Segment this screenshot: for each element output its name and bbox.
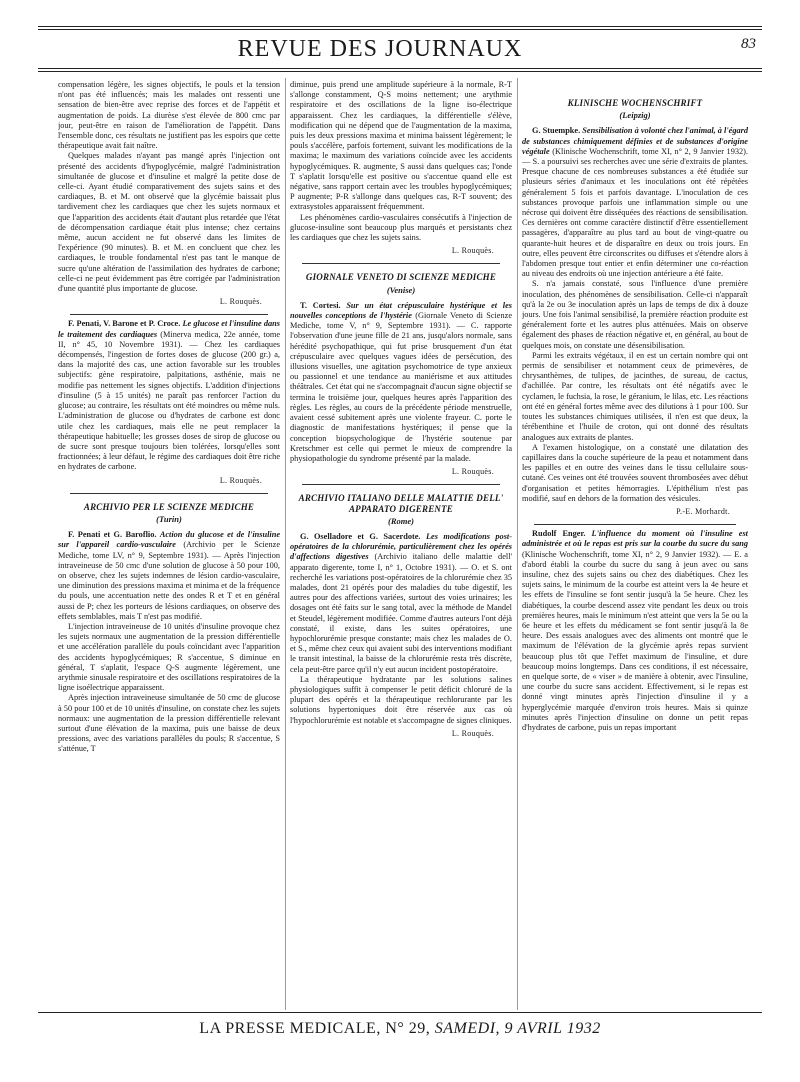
article-body: (Archivio italiano delle malattie dell' apparato digerente, tome I, n° 1, Octobre 1931). — O. et S. ont recherché les variations post-opératoires de la chlorurémie chez 35 malades, dont 21 opérés pour des maladies du tube digestif, les autres pour des affections variées, surtout des voies urinaires; les dosages ont été faits sur le sang total, avec la méthode de Mandel et Steudel, légèrement modifiée. Comme d'autres auteurs l'ont déjà constaté, il existe, dans les suites opératoires, une hypochlorurémie presque constante; mais chez les malades de O. et S., même chez ceux qui avaient subi des interventions modifiant le transit intestinal, la baisse de la chlorurémie resta très discrète, cela peut-être parce qu'il n'y eut aucun incident postopératoire. <box>290 552 512 674</box>
article-penati-baroflio <box>58 530 280 622</box>
paragraph: Parmi les extraits végétaux, il en est un certain nombre qui ont permis de sensibiliser et notamment ceux de primevères, de chrysanthèmes, de tulipes, de jacinthes, de sureau, de cactus, d'achillée. Par contre, les résultats ont été négatifs avec le cyclamen, le fuchsia, la rose, le géranium, le lilas, etc. Les réactions ont été en général fortes même avec des dilutions à 1 pour 100. Sur toutes les substances chimiques utilisées, il n'en est que deux, la térébenthine et l'huile de croton, qui ont donné des résultats analogues aux extraits de plantes. <box>522 350 748 442</box>
article-title: Action du glucose et de l'insuline sur l'appareil cardio-vasculaire <box>58 530 280 550</box>
article-cortesi <box>290 301 512 464</box>
page-number: 83 <box>741 36 756 52</box>
header-rule-bottom-2 <box>38 71 762 72</box>
paragraph: A l'examen histologique, on a constaté une dilatation des capillaires dans la couche supérieure de la peau et notamment dans les papilles et en outre des veines dans le tissu cellulaire sous-cutané. Ces veines ont été trouvées souvent thrombosées avec début d'organisation et petites hémorragies. L'épithélium n'est pas modifié, sauf en dehors de la formation des vésicules. <box>522 442 748 503</box>
article-authors: F. Penati et G. Baroflio. <box>68 530 157 540</box>
article-body: (Klinische Wochenschrift, tome XI, n° 2, 9 Janvier 1932). — E. a d'abord établi la courbe du sucre du sang à jeun avec ou sans insuline, chez des sujets sains ou chez des diabétiques. Chez les sujets sains, le minimum de la courbe est atteint vers la 4e heure et les effets de l'insuline se font sentir jusqu'à la 5e heure. Chez les diabétiques, la courbe descend assez vite pendant les deux ou trois premières heures, mais le minimum n'est atteint que vers la 5e ou la 6e heure et les effets du médicament se font sentir jusqu'à la 8e heure. Des essais analogues avec des aliments ont montré que le maximum de l'élévation de la glycémie après repas survient beaucoup plus tôt que l'effet maximum de l'insuline, et dure beaucoup moins longtemps. Dans ces conditions, il est nécessaire, en quelque sorte, de « viser » de manière à obtenir, avec l'insuline, une courbe du sucre sans accident. Effectivement, si le repas est donné vingt minutes après l'injection d'insuline il y a hyperglycémie marquée d'environ trois heures. Mais si quinze minutes après l'injection d'insuline on donne un petit repas d'hydrates de carbone, puis un repas important <box>522 549 748 732</box>
article-separator <box>70 314 268 315</box>
article-title: Le glucose et l'insuline dans le traitement des cardiaques <box>58 319 280 339</box>
article-body: (Minerva medica, 22e année, tome II, n° 45, 10 Novembre 1931). — Chez les cardiaques décompensés, l'ingestion de fortes doses de glucose (200 gr.) a, dans la majorité des cas, une action favorable sur les troubles subjectifs: gène respiratoire, palpitations, asthénie, mais ne modifie pas nettement les signes objectifs. L'addition d'injections d'insuline (5 à 15 unités) ne paraît pas renforcer l'action du glucose; au contraire, les résultats ont été moindres ou même nuls. L'administration de glucose ou d'hydrates de carbone est donc utile chez les cardiaques, mais elle ne peut remplacer la thérapeutique habituelle; les grosses doses de sirop de glucose ou de sucre sont presque toujours bien tolérées, lorsqu'elles sont fractionnées; à leur défaut, le régime des cardiaques doit être riche en hydrates de carbone. <box>58 329 280 472</box>
article-body: (Klinische Wochenschrift, tome XI, n° 2, 9 Janvier 1932). — S. a poursuivi ses recherches avec une série d'extraits de plantes. Presque chacune de ces nombreuses substances a été étudiée sur plusieurs séries d'animaux et les inoculations ont été répétées généralement 5 fois et parfois davantage. L'inoculation de ces substances provoque parfois une inflammation simple ou une nécrose qui doivent être disséquées des réactions de sensibilisation. Ces dernières ont comme caractère distinctif d'être essentiellement passagères, d'apparaître au plus tard au bout de vingt-quatre ou quarante-huit heures et de disparaître en deux ou trois jours. En outre, elles peuvent être circonscrites ou diffuses et s'étendre alors à l'abdomen presque tout entier et enfin déterminer une co-réaction au niveau des endroits où une injection antérieure a été faite. <box>522 146 748 279</box>
footer-publication: LA PRESSE MEDICALE, N° 29, <box>199 1020 431 1037</box>
journal-city: (Leipzig) <box>619 110 651 121</box>
journal-heading: GIORNALE VENETO DI SCIENZE MEDICHE <box>305 272 497 283</box>
article-title: Sur un état crépusculaire hystérique et les nouvelles conceptions de l'hystérie <box>290 300 512 321</box>
article-body: (Giornale Veneto di Scienze Mediche, tome V, n° 9, Septembre 1931). — C. rapporte l'observation d'une jeune fille de 21 ans, jusqu'alors normale, sans hérédité psychopathique, qui fut prise brusquement d'un état crépusculaire avec quelques vagues idées de persécution, des illusions visuelles, une agitation psychomotrice de type anxieux ou passionnel et une tendance au maniérisme et aux attitudes théâtrales. Cet état qui ne s'accompagnait d'aucun signe objectif se termina le troisième jour, quelques heures après l'apparition des règles. Les règles, au cours de la précédente période menstruelle, avaient cessé subitement après une violente frayeur. C. porte le diagnostic de manifestations hystériques; il pense que la conception biopsychologique de l'hystérie soutenue par Kretschmer est celle qui permet le mieux de comprendre la physiopathologie du syndrome présenté par la malade. <box>290 311 512 463</box>
article-authors: T. Cortesi. <box>300 300 341 310</box>
journal-separator <box>302 263 500 264</box>
paragraph: compensation légère, les signes objectifs, le pouls et la tension n'ont pas été influencés; mais les malades ont ressenti une sensation de bien-être avec reprise des forces et de l'appétit et augmentation de poids. La diurèse s'est élevée de 800 cmc par jour, peut-être en raison de l'amélioration de l'appétit. Dans l'ensemble donc, ces résultats ne justifient pas les espoirs que cette thérapeutique avait fait naître. <box>58 80 280 151</box>
author-signature: L. Rouquès. <box>451 728 494 738</box>
author-signature: L. Rouquès. <box>451 467 494 477</box>
header-rule-top <box>38 26 762 27</box>
paragraph: Après injection intraveineuse simultanée de 50 cmc de glucose à 50 pour 100 et de 10 unités d'insuline, on constate chez les sujets normaux: une augmentation de la pression différentielle relevant surtout d'une élévation de la maxima, puis une baisse de deux pressions, avec des variations parallèles du pouls; R s'accentue, S s'atténue, T <box>58 693 280 754</box>
paragraph: Les phénomènes cardio-vasculaires consécutifs à l'injection de glucose-insuline sont beaucoup plus marqués et persistants chez les cardiaques que chez les sujets sains. <box>290 212 512 243</box>
article-oselladore-sacerdote <box>290 532 512 675</box>
article-title: L'influence du moment où l'insuline est administrée et où le repas est pris sur la courbe du sucre du sang <box>522 529 748 549</box>
article-body: (Archivio per le Scienze Mediche, tome LV, n° 9, Septembre 1931). — Après l'injection intraveineuse de 50 cmc d'une solution de glucose à 50 pour 100, on observe, chez les sujets indemnes de lésion cardio-vasculaire, une diminution des pressions maxima et minima et de la fréquence du pouls, une accentuation nette des ondes R et T et en général aussi de P; chez les porteurs de lésions cardiaques, on observe des effets semblables, mais T n'est pas modifié. <box>58 540 280 621</box>
page-footer <box>0 1020 800 1038</box>
column-1 <box>58 80 280 1005</box>
column-divider-1 <box>285 78 286 1010</box>
article-title: Les modifications post-opératoires de la chlorurémie, particulièrement chez les opérés d'affections digestives <box>290 531 512 562</box>
journal-heading: ARCHIVIO ITALIANO DELLE MALATTIE DELL' APPARATO DIGERENTE <box>298 493 504 514</box>
article-penati-barone-croce <box>58 319 280 472</box>
journal-separator <box>70 493 268 494</box>
header-rule-bottom <box>38 68 762 69</box>
article-stuempke <box>522 126 748 279</box>
paragraph: diminue, puis prend une amplitude supérieure à la normale, R-T s'allonge constamment, Q-S moins nettement; une arythmie respiratoire et des oscillations de la ligne iso-électrique apparaissent. Chez les cardiaques, la différentielle s'élève, modification qui ne dépend que de l'augmentation de la maxima, puis les deux pressions maxima et minima baissent légèrement; le pouls s'accélère, parfois fortement, suivant les modifications de la maxima; le maximum des variations coïncide avec les accidents hypoglycémiques. R. augmente, S aussi dans quelques cas; l'onde T s'aplatit lorsqu'elle est positive ou s'accentue quand elle est négative, sans rapport certain avec les troubles hypoglycémiques; P augmente; P-R s'allonge dans quelques cas, R-T souvent; des extrasystoles apparaissent fréquemment. <box>290 80 512 212</box>
paragraph: L'injection intraveineuse de 10 unités d'insuline provoque chez les sujets normaux une augmentation de la pression différentielle et une accélération parallèle du pouls coïncidant avec l'apparition des accidents hypoglycémiques; R s'accentue, S diminue en général, T s'aplatit, l'espace Q-S augmente légèrement, une arythmie sinusale respiratoire et des oscillations respiratoires de la ligne isoélectrique apparaissent. <box>58 621 280 693</box>
article-separator <box>534 524 736 525</box>
journal-city: (Turin) <box>156 513 182 524</box>
footer-date: SAMEDI, 9 AVRIL 1932 <box>434 1020 601 1037</box>
paragraph: Quelques malades n'ayant pas mangé après l'injection ont présenté des accidents d'hypoglycémie, malgré l'administration simultanée de glucose et d'insuline et malgré la petite dose de celle-ci. Ayant étudié comparativement des sujets sains et des cardiaques, B. et M. ont observé que la glycémie baissait plus tardivement chez les cardiaques que chez les sujets normaux et que l'apparition des accidents était d'autant plus retardée que l'état de décompensation cardiaque était plus intense; chez certains même, aucun accident ne fut observé dans les limites de l'expérience (90 minutes). B. et M. en concluent que chez les cardiaques, le trouble fondamental n'est pas tant le manque de sucre qu'une altération de l'assimilation des hydrates de carbone; celle-ci ne peut évidemment pas être corrigée par l'administration d'une quantité plus importante de glucose. <box>58 151 280 294</box>
footer-rule <box>38 1012 762 1013</box>
journal-city: (Rome) <box>388 515 414 526</box>
journal-heading: ARCHIVIO PER LE SCIENZE MEDICHE <box>83 501 255 512</box>
author-signature: L. Rouquès. <box>219 297 262 307</box>
article-title: Sensibilisation à volonté chez l'animal, à l'égard de substances chimiquement définies et de substances d'origine végétale <box>522 126 748 156</box>
paragraph: S. n'a jamais constaté, sous l'influence d'une première inoculation, des phénomènes de sensibilisation. Celle-ci n'apparaît qu'à la 2e ou 3e inoculation après un laps de temps de dix à douze jours. Une fois l'animal sensibilisé, la première réaction produite est généralement forte et les autres plus atténuées. Mais on observe également des phases de réaction négative et, en général, au bout de quelques mois, on constate une désensibilisation. <box>522 279 748 350</box>
journal-heading: KLINISCHE WOCHENSCHRIFT <box>567 98 703 108</box>
paragraph: La thérapeutique hydratante par les solutions salines physiologiques suffit à compenser le petit déficit chloruré de la plupart des opérés et la thérapeutique rechlorurante par les solutions hypertoniques doit être réservée aux cas où l'hypochlorurémie est notable et s'accompagne de signes cliniques. <box>290 674 512 725</box>
header-rule-top-2 <box>38 29 762 30</box>
article-authors: G. Stuempke. <box>532 126 581 136</box>
author-signature: L. Rouquès. <box>219 475 262 485</box>
column-divider-2 <box>517 78 518 1010</box>
author-signature: P.-E. Morhardt. <box>676 506 730 516</box>
article-authors: F. Penati, V. Barone et P. Croce. <box>68 319 181 329</box>
column-2 <box>290 80 512 1005</box>
column-3 <box>522 80 748 1005</box>
journal-separator <box>302 484 500 485</box>
author-signature: L. Rouquès. <box>451 246 494 256</box>
article-enger <box>522 529 748 733</box>
article-authors: Rudolf Enger. <box>532 529 586 539</box>
journal-section-title: REVUE DES JOURNAUX <box>237 36 523 62</box>
article-authors: G. Oselladore et G. Sacerdote. <box>300 531 421 541</box>
journal-city: (Venise) <box>386 284 416 295</box>
